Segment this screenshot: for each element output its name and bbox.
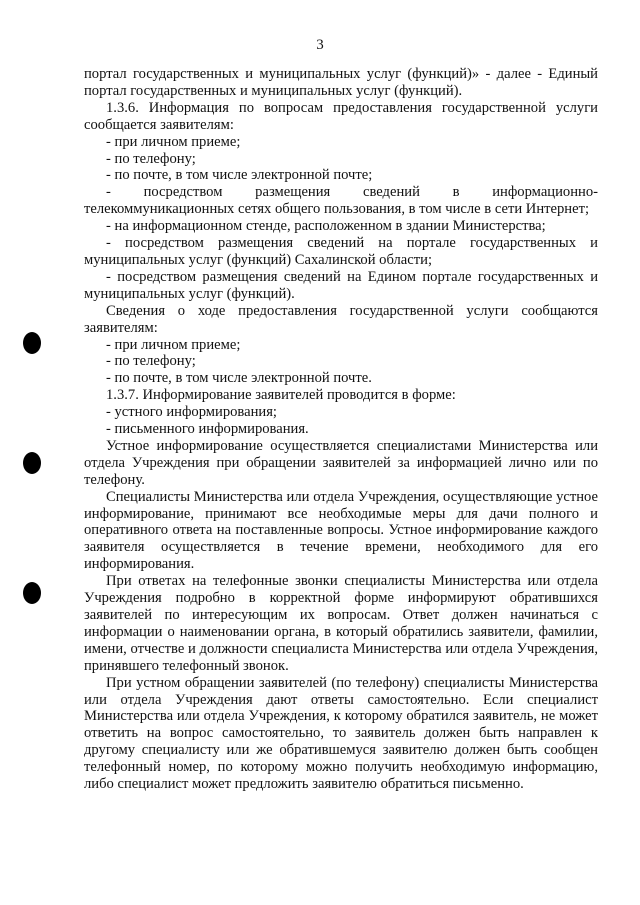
list-item: - посредством размещения сведений в информационно-телекоммуникационных сетях общего пользования, в том числе в сети Интернет;	[84, 184, 598, 218]
list-item: - по телефону;	[106, 150, 196, 167]
list-item: - посредством размещения сведений на Едином портале государственных и муниципальных услуг (функций).	[84, 268, 598, 302]
document-body	[84, 66, 598, 793]
paragraph: 1.3.7. Информирование заявителей проводится в форме:	[106, 387, 456, 404]
paragraph: Специалисты Министерства или отдела Учреждения, осуществляющие устное информирование, принимают все необходимые меры для дачи полного и оперативного ответа на поставленные вопросы. Устное информирование каждого заявителя осуществляется в течение времени, необходимого для его информирования.	[84, 488, 598, 573]
punch-hole	[23, 582, 41, 604]
list-item: - при личном приеме;	[106, 133, 241, 150]
paragraph: Сведения о ходе предоставления государственной услуги сообщаются заявителям:	[84, 302, 598, 336]
list-item: - на информационном стенде, расположенном в здании Министерства;	[106, 218, 546, 235]
punch-hole	[23, 332, 41, 354]
list-item: - письменного информирования.	[106, 421, 309, 438]
paragraph: Устное информирование осуществляется специалистами Министерства или отдела Учреждения при обращении заявителей за информацией лично или по телефону.	[84, 437, 598, 488]
list-item: - при личном приеме;	[106, 336, 241, 353]
paragraph: При ответах на телефонные звонки специалисты Министерства или отдела Учреждения подробно в корректной форме информируют обратившихся заявителей по интересующим их вопросам. Ответ должен начинаться с информации о наименовании органа, в который обратились заявители, фамилии, имени, отчестве и должности специалиста Министерства или отдела Учреждения, принявшего телефонный звонок.	[84, 573, 598, 674]
list-item: - по почте, в том числе электронной почте.	[106, 370, 372, 387]
punch-hole	[23, 452, 41, 474]
list-item: - по телефону;	[106, 353, 196, 370]
paragraph: При устном обращении заявителей (по телефону) специалисты Министерства или отдела Учреждения дают ответы самостоятельно. Если специалист Министерства или отдела Учреждения, к которому обратился заявитель, не может ответить на вопрос самостоятельно, то заявитель должен быть направлен к другому специалисту или же обратившемуся заявителю должен быть сообщен телефонный номер, по которому можно получить необходимую информацию, либо специалист может предложить заявителю обратиться письменно.	[84, 674, 598, 793]
list-item: - устного информирования;	[106, 404, 277, 421]
page-number: 3	[316, 37, 324, 53]
list-item: - по почте, в том числе электронной почте;	[106, 167, 373, 184]
paragraph: 1.3.6. Информация по вопросам предоставления государственной услуги сообщается заявителям:	[84, 99, 598, 133]
list-item: - посредством размещения сведений на портале государственных и муниципальных услуг (функций) Сахалинской области;	[84, 235, 598, 268]
paragraph: портал государственных и муниципальных услуг (функций)» - далее - Единый портал государственных и муниципальных услуг (функций).	[84, 66, 598, 99]
